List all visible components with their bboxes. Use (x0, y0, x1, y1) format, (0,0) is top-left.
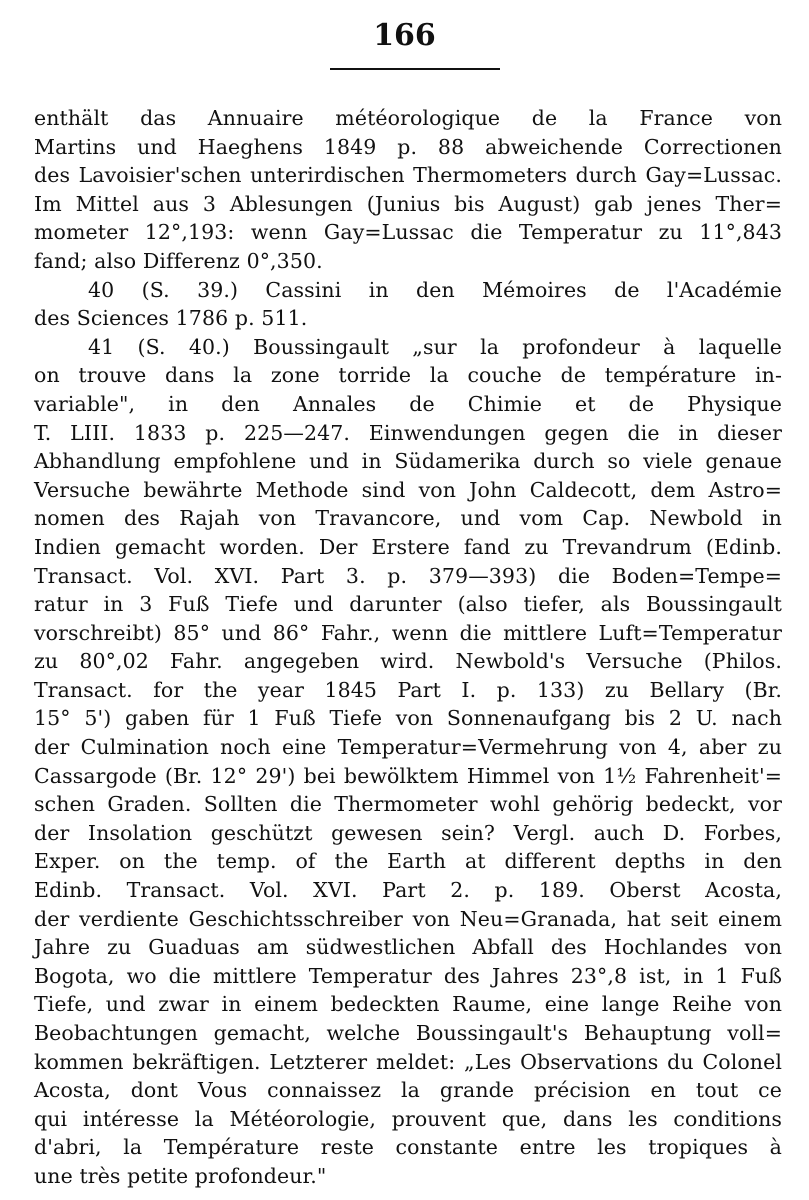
text-line: Acosta, dont Vous connaissez la grande précision en tout ce (34, 1078, 782, 1103)
text-line: des Sciences 1786 p. 511. (34, 306, 308, 331)
text-line: 15° 5') gaben für 1 Fuß Tiefe von Sonnenaufgang bis 2 U. nach (34, 706, 782, 731)
text-line: der verdiente Geschichtsschreiber von Neu=Granada, hat seit einem (34, 906, 782, 931)
text-line: Tiefe, und zwar in einem bedeckten Raume, eine lange Reihe von (34, 992, 782, 1017)
text-line: Cassargode (Br. 12° 29') bei bewölktem Himmel von 1½ Fahrenheit'= (34, 763, 782, 788)
text-line: enthält das Annuaire météorologique de la France von (34, 106, 782, 130)
text-line: qui intéresse la Météorologie, prouvent que, dans les conditions (34, 1106, 782, 1131)
text-line: Jahre zu Guaduas am südwestlichen Abfall des Hochlandes von (34, 935, 782, 960)
text-line: vorschreibt) 85° und 86° Fahr., wenn die mittlere Luft=Temperatur (34, 620, 782, 645)
text-line: zu 80°,02 Fahr. angegeben wird. Newbold's Versuche (Philos. (34, 649, 782, 674)
text-line: Abhandlung empfohlene und in Südamerika durch so viele genaue (34, 449, 782, 474)
footnote-41-start: 41 (S. 40.) Boussingault „sur la profondeur à laquelle (88, 334, 782, 359)
text-line: Beobachtungen gemacht, welche Boussingault's Behauptung voll= (34, 1021, 782, 1045)
page-number: 166 (373, 18, 436, 53)
text-line: fand; also Differenz 0°,350. (34, 248, 323, 273)
text-line: d'abri, la Température reste constante entre les tropiques à (34, 1135, 782, 1160)
body-text (34, 104, 782, 1191)
text-line: Bogota, wo die mittlere Temperatur des Jahres 23°,8 ist, in 1 Fuß (34, 963, 782, 988)
header-rule (330, 68, 500, 70)
text-line: Indien gemacht worden. Der Erstere fand zu Trevandrum (Edinb. (34, 534, 782, 559)
text-line: mometer 12°,193: wenn Gay=Lussac die Temperatur zu 11°,843 (34, 220, 782, 245)
text-line: Exper. on the temp. of the Earth at different depths in den (34, 849, 782, 874)
text-line: Transact. Vol. XVI. Part 3. p. 379—393) die Boden=Tempe= (34, 563, 782, 588)
text-line: kommen bekräftigen. Letzterer meldet: „Les Observations du Colonel (34, 1049, 782, 1074)
footnote-40-start: 40 (S. 39.) Cassini in den Mémoires de l'Académie (88, 277, 782, 302)
text-line: der Insolation geschützt gewesen sein? Vergl. auch D. Forbes, (34, 820, 782, 845)
text-line: une très petite profondeur." (34, 1163, 327, 1188)
text-line: on trouve dans la zone torride la couche de température in- (34, 363, 782, 388)
text-line: der Culmination noch eine Temperatur=Vermehrung von 4, aber zu (34, 735, 782, 760)
text-line: Edinb. Transact. Vol. XVI. Part 2. p. 189. Oberst Acosta, (34, 878, 782, 903)
text-line: Im Mittel aus 3 Ablesungen (Junius bis August) gab jenes Ther= (34, 191, 782, 216)
text-line: T. LIII. 1833 p. 225—247. Einwendungen gegen die in dieser (34, 420, 782, 445)
text-line: Transact. for the year 1845 Part I. p. 133) zu Bellary (Br. (34, 677, 782, 702)
text-line: schen Graden. Sollten die Thermometer wohl gehörig bedeckt, vor (34, 792, 782, 817)
text-line: variable", in den Annales de Chimie et de Physique (34, 391, 782, 416)
text-line: nomen des Rajah von Travancore, und vom Cap. Newbold in (34, 506, 782, 531)
text-line: ratur in 3 Fuß Tiefe und darunter (also tiefer, als Boussingault (34, 592, 782, 617)
text-line: Martins und Haeghens 1849 p. 88 abweichende Correctionen (34, 134, 782, 159)
text-line: des Lavoisier'schen unterirdischen Thermometers durch Gay=Lussac. (34, 163, 782, 188)
text-line: Versuche bewährte Methode sind von John Caldecott, dem Astro= (34, 477, 782, 502)
